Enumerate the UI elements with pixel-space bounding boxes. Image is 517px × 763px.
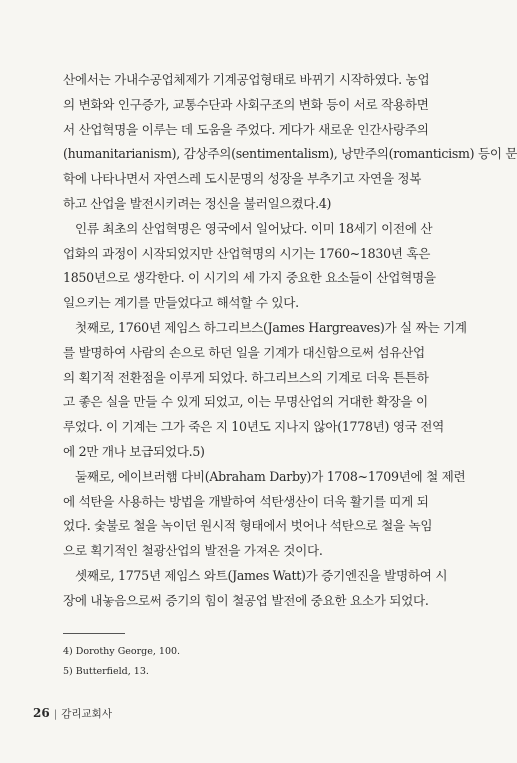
footnote-5: 5) Butterfield, 13. [63,666,149,677]
body-line: 의 획기적 전환점을 이루게 되었다. 하그리브스의 기계로 더욱 튼튼하 [63,369,429,385]
body-line: 으로 획기적인 철광산업의 발전을 가져온 것이다. [63,543,323,559]
body-line: 산에서는 가내수공업체제가 기계공업형태로 바뀌기 시작하였다. 농업 [63,72,430,87]
footnotes [63,642,363,682]
page-footer [33,706,112,721]
body-text [63,68,517,614]
page-number: 26 [33,706,50,720]
body-line: 를 발명하여 사람의 손으로 하던 일을 기계가 대신함으로써 섬유산업 [63,344,425,360]
body-line: 첫째로, 1760년 제임스 하그리브스(James Hargreaves)가 실 짜는 기계 [75,319,467,335]
body-line: 었다. 숯불로 철을 녹이던 원시적 형태에서 벗어나 석탄으로 철을 녹임 [63,518,433,534]
body-line: 에 2만 개나 보급되었다.5) [63,443,205,459]
running-title: 감리교회사 [61,708,112,720]
body-line: 의 변화와 인구증가, 교통수단과 사회구조의 변화 등이 서로 작용하면 [63,96,429,112]
body-line: (humanitarianism), 감상주의(sentimentalism), 낭만주의(romanticism) 등이 문 [63,146,517,162]
body-line: 장에 내놓음으로써 증기의 힘이 철공업 발전에 중요한 요소가 되었다. [63,592,429,608]
body-line: 둘째로, 에이브러햄 다비(Abraham Darby)가 1708~1709년에 철 제련 [75,468,466,484]
footnote-4: 4) Dorothy George, 100. [63,646,181,657]
body-line: 1850년으로 생각한다. 이 시기의 세 가지 중요한 요소들이 산업혁명을 [63,270,436,286]
body-line: 에 석탄을 사용하는 방법을 개발하여 석탄생산이 더욱 활기를 띠게 되 [63,493,429,509]
body-line: 인류 최초의 산업혁명은 영국에서 일어났다. 이미 18세기 이전에 산 [75,220,433,236]
body-line: 루었다. 이 기계는 그가 죽은 지 10년도 지나지 않아(1778년) 영국 전역 [63,419,445,435]
body-line: 학에 나타나면서 자연스레 도시문명의 성장을 부추기고 자연을 정복 [63,171,422,187]
body-line: 서 산업혁명을 이루는 데 도움을 주었다. 게다가 새로운 인간사랑주의 [63,121,429,137]
body-line: 고 좋은 실을 만들 수 있게 되었고, 이는 무명산업의 거대한 확장을 이 [63,394,428,410]
body-line: 셋째로, 1775년 제임스 와트(James Watt)가 증기엔진을 발명하여 시 [75,567,448,583]
footer-separator: | [53,708,58,720]
body-line: 업화의 과정이 시작되었지만 산업혁명의 시기는 1760~1830년 혹은 [63,245,431,261]
footnote-rule [63,633,125,634]
body-line: 일으키는 계기를 만들었다고 해석할 수 있다. [63,295,299,311]
body-line: 하고 산업을 발전시키려는 정신을 불러일으켰다.4) [63,195,332,211]
